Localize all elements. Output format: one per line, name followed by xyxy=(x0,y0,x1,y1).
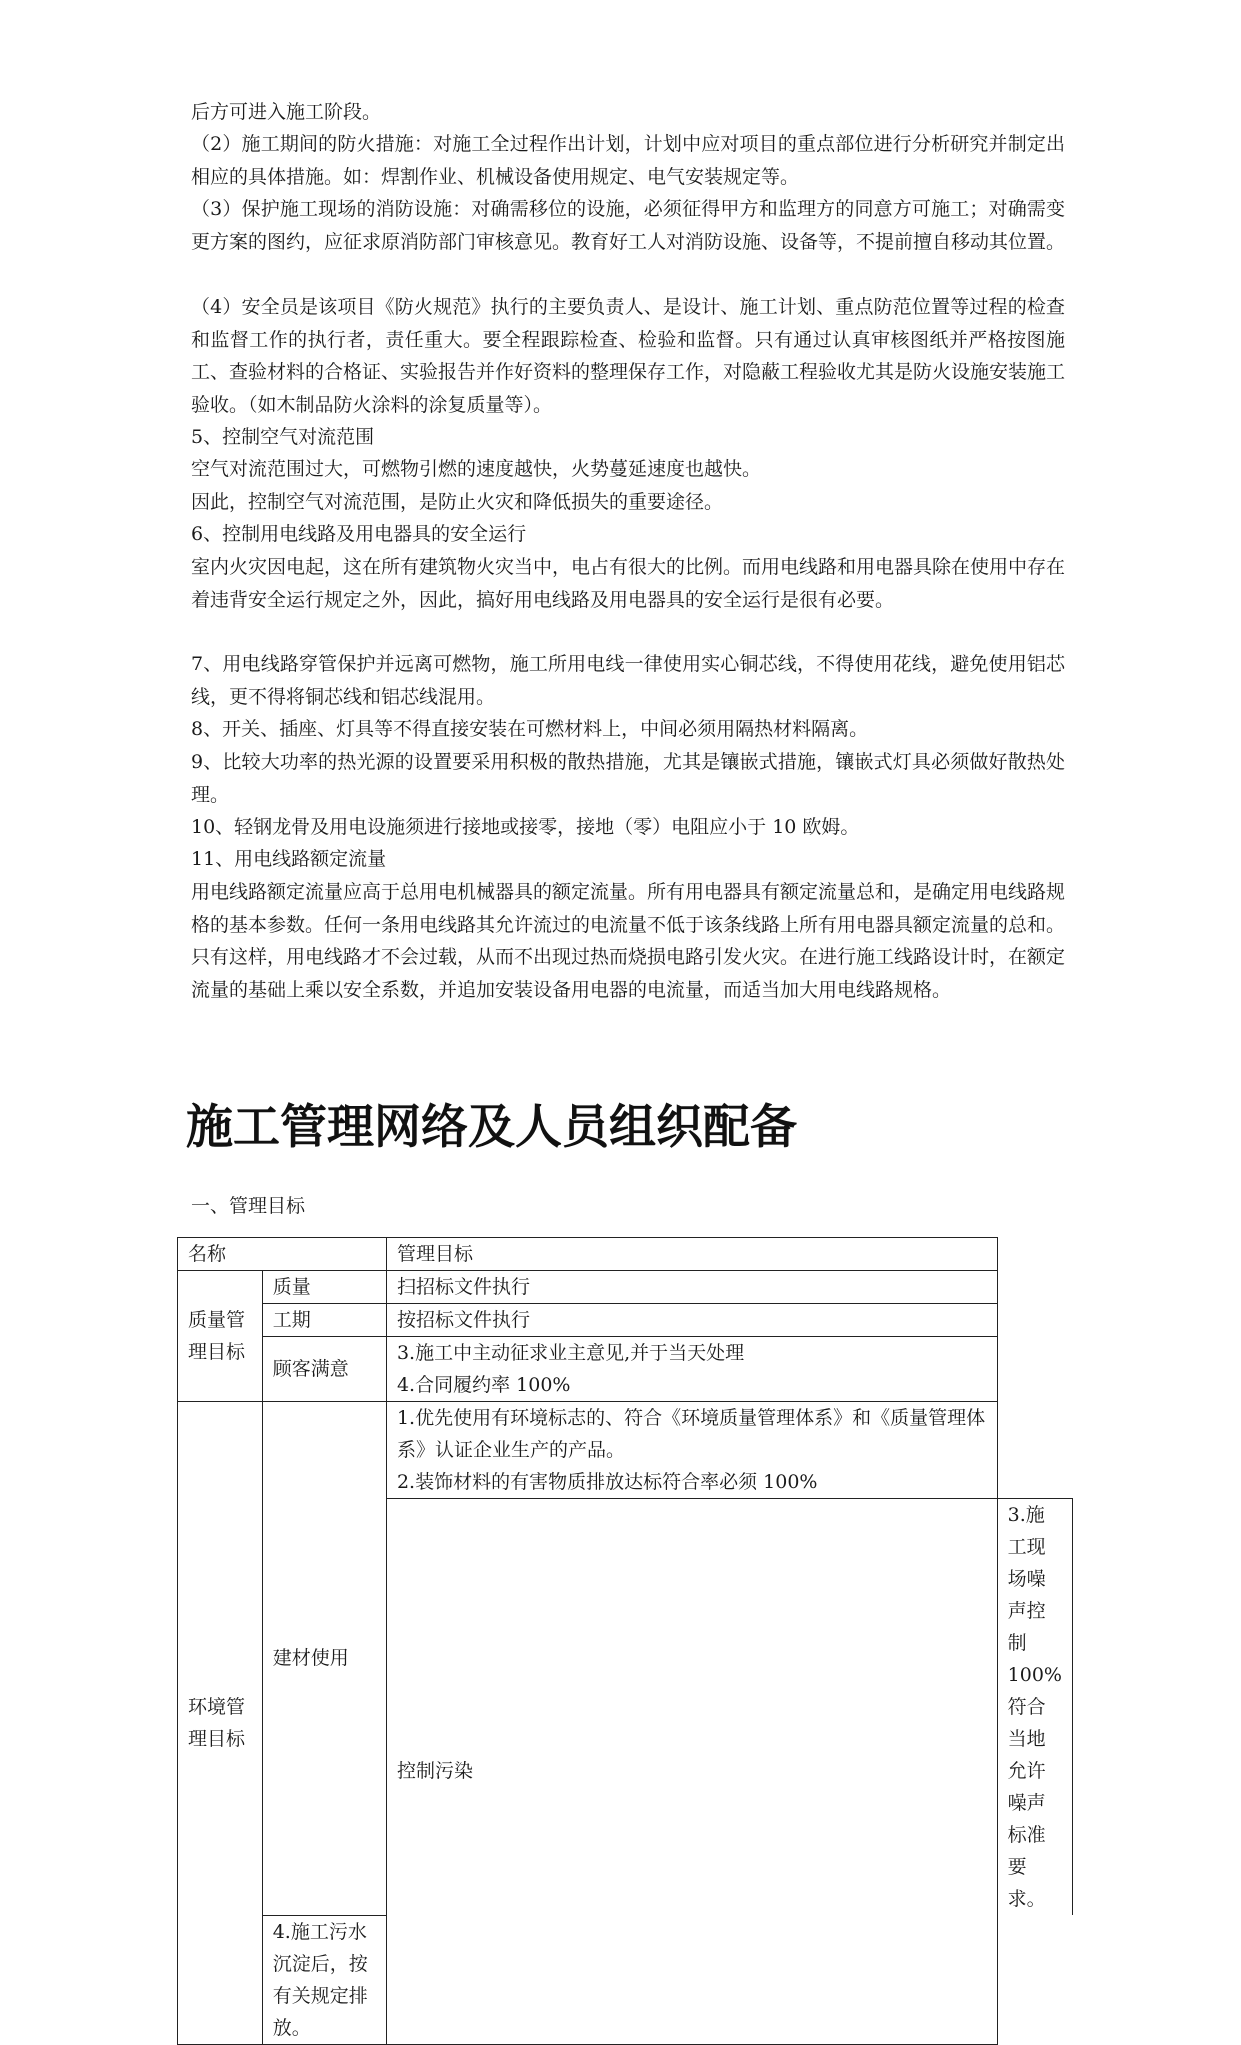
paragraph-rated-current: 用电线路额定流量应高于总用电机械器具的额定流量。所有用电器具有额定流量总和，是确定用电线路规格的基本参数。任何一条用电线路其允许流过的电流量不低于该条线路上所有用电器具额定流量的总和。只有这样，用电线路才不会过载，从而不出现过热而烧损电路引发火灾。在进行施工线路设计时，在额定流量的基础上乘以安全系数，并追加安装设备用电器的电流量，而适当加大用电线路规格。 xyxy=(191,881,1066,1001)
item-cell: 工期 xyxy=(262,1304,386,1337)
table-row xyxy=(178,1337,1073,1370)
target-cell xyxy=(386,1466,997,1499)
section-title-air-convection: 5、控制空气对流范围 xyxy=(191,426,375,448)
management-goals-table xyxy=(177,1237,1073,2045)
item-cell: 控制污染 xyxy=(386,1499,997,2045)
target-line: 扫招标文件执行 xyxy=(396,1276,530,1298)
item-cell: 质量 xyxy=(262,1271,386,1304)
header-name-cell: 名称 xyxy=(178,1238,387,1271)
target-cell xyxy=(386,1304,997,1337)
table-row xyxy=(178,1402,1073,1467)
target-line: 按招标文件执行 xyxy=(396,1309,530,1331)
group-cell-environment: 环境管理目标 xyxy=(178,1402,263,2045)
target-line: 3.施工中主动征求业主意见,并于当天处理 xyxy=(396,1342,745,1364)
paragraph-electrical-fire: 室内火灾因电起，这在所有建筑物火灾当中，电占有很大的比例。而用电线路和用电器具除在使用中存在着违背安全运行规定之外，因此，搞好用电线路及用电器具的安全运行是很有必要。 xyxy=(191,556,1066,611)
paragraph-air-convection-1: 空气对流范围过大，可燃物引燃的速度越快，火势蔓延速度也越快。 xyxy=(191,458,762,480)
target-line: 4.合同履约率 100% xyxy=(396,1374,571,1396)
table-header-row xyxy=(178,1238,1073,1271)
target-cell xyxy=(386,1369,997,1402)
target-cell xyxy=(386,1337,997,1370)
target-line: 4.施工污水沉淀后，按有关规定排放。 xyxy=(272,1920,368,2039)
paragraph-switches-sockets: 8、开关、插座、灯具等不得直接安装在可燃材料上，中间必须用隔热材料隔离。 xyxy=(191,718,869,740)
paragraph-safety-officer: （4）安全员是该项目《防火规范》执行的主要负责人、是设计、施工计划、重点防范位置等过程的检查和监督工作的执行者，责任重大。要全程跟踪检查、检验和监督。只有通过认真审核图纸并严格按图施工、查验材料的合格证、实验报告并作好资料的整理保存工作，对隐蔽工程验收尤其是防火设施安装施工验收。（如木制品防火涂料的涂复质量等）。 xyxy=(191,296,1066,416)
paragraph-protect-facilities: （3）保护施工现场的消防设施：对确需移位的设施，必须征得甲方和监理方的同意方可施工；对确需变更方案的图约，应征求原消防部门审核意见。教育好工人对消防设施、设备等，不提前擅自移动其位置。 xyxy=(191,198,1066,253)
target-cell xyxy=(262,1915,386,2044)
paragraph-continuation: 后方可进入施工阶段。 xyxy=(191,101,382,123)
target-cell xyxy=(997,1499,1072,1916)
target-cell xyxy=(386,1402,997,1467)
paragraph-fire-measures: （2）施工期间的防火措施：对施工全过程作出计划，计划中应对项目的重点部位进行分析研究并制定出相应的具体措施。如：焊割作业、机械设备使用规定、电气安装规定等。 xyxy=(191,133,1065,188)
table-row xyxy=(178,1304,1073,1337)
section-title-electrical-safety: 6、控制用电线路及用电器具的安全运行 xyxy=(191,523,527,545)
paragraph-grounding: 10、轻钢龙骨及用电设施须进行接地或接零，接地（零）电阻应小于 10 欧姆。 xyxy=(191,816,860,838)
paragraph-heat-sources: 9、比较大功率的热光源的设置要采用积极的散热措施，尤其是镶嵌式措施，镶嵌式灯具必须做好散热处理。 xyxy=(191,751,1065,806)
item-cell: 顾客满意 xyxy=(262,1337,386,1402)
section-title-rated-current: 11、用电线路额定流量 xyxy=(191,848,387,870)
target-line: 2.装饰材料的有害物质排放达标符合率必须 100% xyxy=(396,1471,818,1493)
table-row xyxy=(178,1271,1073,1304)
paragraph-air-convection-2: 因此，控制空气对流范围，是防止火灾和降低损失的重要途径。 xyxy=(191,491,724,513)
header-target-cell: 管理目标 xyxy=(386,1238,997,1271)
target-cell xyxy=(386,1271,997,1304)
group-cell-quality: 质量管理目标 xyxy=(178,1271,263,1402)
section-heading: 施工管理网络及人员组织配备 xyxy=(186,1100,797,1155)
subheading-management-goals: 一、管理目标 xyxy=(191,1195,306,1217)
paragraph-wiring-conduit: 7、用电线路穿管保护并远离可燃物，施工所用电线一律使用实心铜芯线，不得使用花线，避免使用铝芯线，更不得将铜芯线和铝芯线混用。 xyxy=(191,653,1065,708)
item-cell: 建材使用 xyxy=(262,1402,386,1916)
target-line: 1.优先使用有环境标志的、符合《环境质量管理体系》和《质量管理体系》认证企业生产的产品。 xyxy=(396,1407,986,1461)
target-line: 3.施工现场噪声控制 100%符合当地允许噪声标准要求。 xyxy=(1007,1504,1062,1910)
